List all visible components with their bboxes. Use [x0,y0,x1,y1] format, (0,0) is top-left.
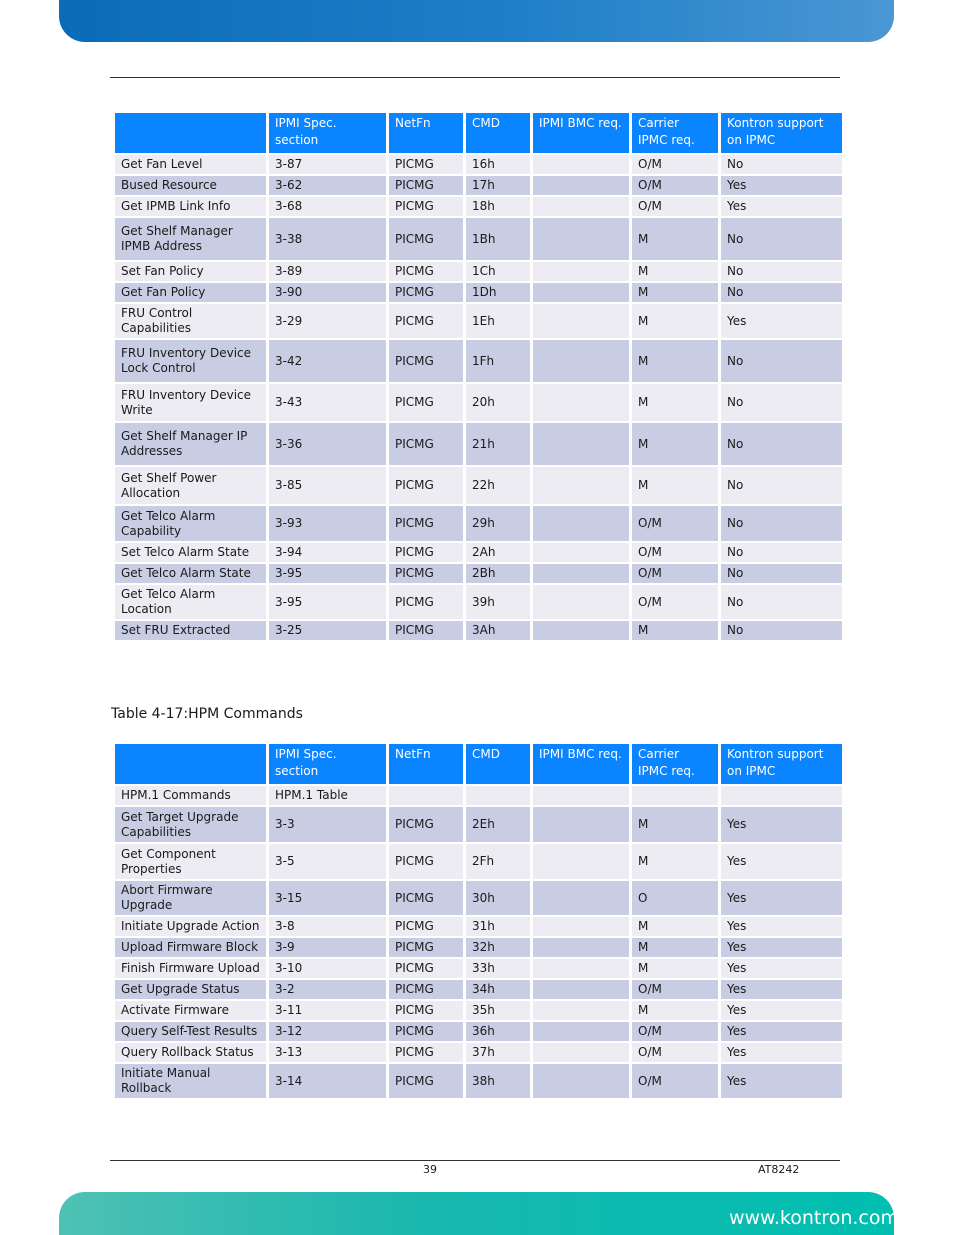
table-header-row [115,744,842,784]
cell-bmc-req [533,304,629,338]
cell-kontron-support: No [721,155,842,174]
table-row [115,1043,842,1062]
cell-kontron-support: Yes [721,917,842,936]
cell-netfn: PICMG [389,1001,463,1020]
cell-carrier-ipmc-req: O/M [632,564,718,583]
table-row [115,959,842,978]
cell-command-name: FRU Control Capabilities [115,304,266,338]
cell-cmd-code: 33h [466,959,530,978]
cell-cmd-code: 1Ch [466,262,530,281]
column-header-carrier-ipmc-req: Carrier IPMC req. [632,744,718,784]
cell-kontron-support: Yes [721,844,842,879]
cell-kontron-support [721,786,842,805]
cell-carrier-ipmc-req: O/M [632,1043,718,1062]
cell-netfn: PICMG [389,585,463,619]
cell-bmc-req [533,807,629,842]
cell-bmc-req [533,881,629,915]
column-header-command-name [115,744,266,784]
header-rule [110,77,840,78]
cell-cmd-code: 32h [466,938,530,957]
table-row [115,621,842,640]
table-row [115,155,842,174]
document-id: AT8242 [758,1163,800,1176]
cell-spec-section: 3-2 [269,980,386,999]
cell-spec-section: 3-87 [269,155,386,174]
cell-carrier-ipmc-req: O/M [632,197,718,216]
cell-command-name: HPM.1 Commands [115,786,266,805]
column-header-bmc-req: IPMI BMC req. [533,744,629,784]
cell-kontron-support: No [721,384,842,421]
cell-bmc-req [533,176,629,195]
cell-bmc-req [533,1001,629,1020]
table-row [115,564,842,583]
cell-kontron-support: Yes [721,1022,842,1041]
picmg-commands-table [112,111,845,642]
cell-netfn: PICMG [389,980,463,999]
cell-carrier-ipmc-req: O/M [632,176,718,195]
cell-cmd-code: 35h [466,1001,530,1020]
cell-bmc-req [533,980,629,999]
cell-netfn: PICMG [389,283,463,302]
table-row [115,506,842,541]
cell-kontron-support: Yes [721,176,842,195]
cell-bmc-req [533,262,629,281]
cell-bmc-req [533,959,629,978]
cell-carrier-ipmc-req: M [632,1001,718,1020]
cell-command-name: Get Target Upgrade Capabilities [115,807,266,842]
cell-netfn: PICMG [389,423,463,465]
cell-carrier-ipmc-req: M [632,844,718,879]
cell-carrier-ipmc-req: O/M [632,1022,718,1041]
cell-bmc-req [533,621,629,640]
cell-kontron-support: No [721,585,842,619]
cell-command-name: Set Telco Alarm State [115,543,266,562]
table-row [115,262,842,281]
cell-command-name: Activate Firmware [115,1001,266,1020]
cell-command-name: Get Shelf Power Allocation [115,467,266,504]
table-row [115,340,842,382]
column-header-bmc-req: IPMI BMC req. [533,113,629,153]
cell-bmc-req [533,283,629,302]
cell-bmc-req [533,917,629,936]
cell-spec-section: 3-29 [269,304,386,338]
cell-command-name: Get Fan Policy [115,283,266,302]
table-row [115,384,842,421]
cell-carrier-ipmc-req: O/M [632,585,718,619]
footer-rule [110,1160,840,1161]
cell-command-name: Get Telco Alarm Location [115,585,266,619]
cell-netfn: PICMG [389,176,463,195]
table-row [115,938,842,957]
table-row [115,1001,842,1020]
cell-bmc-req [533,1043,629,1062]
cell-spec-section: 3-85 [269,467,386,504]
cell-command-name: Set FRU Extracted [115,621,266,640]
cell-carrier-ipmc-req: M [632,218,718,260]
cell-kontron-support: No [721,543,842,562]
cell-netfn: PICMG [389,959,463,978]
cell-kontron-support: Yes [721,959,842,978]
page-number: 39 [423,1163,437,1176]
cell-cmd-code: 17h [466,176,530,195]
cell-netfn: PICMG [389,304,463,338]
cell-bmc-req [533,218,629,260]
cell-netfn: PICMG [389,844,463,879]
cell-cmd-code: 16h [466,155,530,174]
cell-command-name: Get IPMB Link Info [115,197,266,216]
cell-kontron-support: No [721,564,842,583]
cell-spec-section: 3-14 [269,1064,386,1098]
cell-command-name: Query Self-Test Results [115,1022,266,1041]
cell-kontron-support: Yes [721,1064,842,1098]
cell-kontron-support: Yes [721,980,842,999]
cell-bmc-req [533,1064,629,1098]
cell-bmc-req [533,340,629,382]
cell-bmc-req [533,197,629,216]
column-header-kontron-support: Kontron support on IPMC [721,113,842,153]
cell-bmc-req [533,506,629,541]
cell-command-name: Get Telco Alarm State [115,564,266,583]
table-row [115,844,842,879]
table-row [115,176,842,195]
cell-bmc-req [533,564,629,583]
cell-spec-section: HPM.1 Table [269,786,386,805]
table-row [115,197,842,216]
column-header-netfn: NetFn [389,113,463,153]
cell-netfn: PICMG [389,340,463,382]
cell-cmd-code: 3Ah [466,621,530,640]
table-header-row [115,113,842,153]
cell-command-name: Get Telco Alarm Capability [115,506,266,541]
cell-kontron-support: No [721,283,842,302]
table-row [115,585,842,619]
cell-cmd-code: 29h [466,506,530,541]
cell-kontron-support: Yes [721,1043,842,1062]
cell-kontron-support: Yes [721,881,842,915]
cell-netfn: PICMG [389,262,463,281]
cell-spec-section: 3-95 [269,564,386,583]
cell-cmd-code: 37h [466,1043,530,1062]
cell-spec-section: 3-94 [269,543,386,562]
table-row [115,1064,842,1098]
cell-spec-section: 3-12 [269,1022,386,1041]
cell-cmd-code: 1Bh [466,218,530,260]
cell-kontron-support: No [721,506,842,541]
cell-carrier-ipmc-req: O/M [632,543,718,562]
cell-netfn: PICMG [389,506,463,541]
cell-carrier-ipmc-req: M [632,262,718,281]
cell-carrier-ipmc-req: M [632,283,718,302]
column-header-spec-section: IPMI Spec. section [269,113,386,153]
cell-carrier-ipmc-req: O/M [632,1064,718,1098]
cell-cmd-code: 38h [466,1064,530,1098]
cell-netfn: PICMG [389,807,463,842]
table-row [115,283,842,302]
cell-spec-section: 3-10 [269,959,386,978]
cell-kontron-support: No [721,621,842,640]
cell-command-name: Get Fan Level [115,155,266,174]
cell-carrier-ipmc-req: M [632,384,718,421]
table-row [115,1022,842,1041]
cell-bmc-req [533,423,629,465]
cell-spec-section: 3-95 [269,585,386,619]
cell-spec-section: 3-68 [269,197,386,216]
cell-netfn: PICMG [389,467,463,504]
cell-carrier-ipmc-req: M [632,621,718,640]
column-header-command-name [115,113,266,153]
cell-cmd-code: 31h [466,917,530,936]
cell-command-name: Abort Firmware Upgrade [115,881,266,915]
cell-carrier-ipmc-req: M [632,959,718,978]
cell-kontron-support: No [721,262,842,281]
cell-bmc-req [533,1022,629,1041]
cell-spec-section: 3-8 [269,917,386,936]
cell-spec-section: 3-3 [269,807,386,842]
column-header-carrier-ipmc-req: Carrier IPMC req. [632,113,718,153]
table-row [115,917,842,936]
column-header-kontron-support: Kontron support on IPMC [721,744,842,784]
table-row [115,467,842,504]
cell-command-name: Bused Resource [115,176,266,195]
cell-cmd-code: 20h [466,384,530,421]
cell-kontron-support: No [721,340,842,382]
cell-spec-section: 3-62 [269,176,386,195]
table-row [115,807,842,842]
table-row [115,218,842,260]
table-row [115,423,842,465]
column-header-cmd-code: CMD [466,744,530,784]
cell-command-name: Get Upgrade Status [115,980,266,999]
cell-spec-section: 3-15 [269,881,386,915]
cell-carrier-ipmc-req: O/M [632,155,718,174]
cell-netfn: PICMG [389,543,463,562]
cell-spec-section: 3-93 [269,506,386,541]
cell-command-name: Finish Firmware Upload [115,959,266,978]
cell-carrier-ipmc-req: M [632,304,718,338]
cell-netfn: PICMG [389,564,463,583]
cell-command-name: Upload Firmware Block [115,938,266,957]
cell-bmc-req [533,155,629,174]
column-header-spec-section: IPMI Spec. section [269,744,386,784]
cell-kontron-support: Yes [721,938,842,957]
cell-spec-section: 3-90 [269,283,386,302]
cell-kontron-support: Yes [721,807,842,842]
cell-carrier-ipmc-req: O [632,881,718,915]
table-caption: Table 4-17:HPM Commands [111,706,303,722]
website-url[interactable]: www.kontron.com [728,1207,899,1229]
cell-command-name: FRU Inventory Device Lock Control [115,340,266,382]
cell-spec-section: 3-9 [269,938,386,957]
cell-kontron-support: No [721,423,842,465]
cell-netfn: PICMG [389,1064,463,1098]
cell-netfn: PICMG [389,197,463,216]
cell-spec-section: 3-25 [269,621,386,640]
cell-cmd-code: 30h [466,881,530,915]
cell-kontron-support: No [721,467,842,504]
column-header-netfn: NetFn [389,744,463,784]
cell-bmc-req [533,786,629,805]
cell-spec-section: 3-42 [269,340,386,382]
cell-cmd-code: 36h [466,1022,530,1041]
cell-spec-section: 3-89 [269,262,386,281]
cell-spec-section: 3-11 [269,1001,386,1020]
cell-bmc-req [533,844,629,879]
column-header-cmd-code: CMD [466,113,530,153]
cell-command-name: Query Rollback Status [115,1043,266,1062]
cell-cmd-code: 1Eh [466,304,530,338]
cell-kontron-support: Yes [721,197,842,216]
cell-netfn: PICMG [389,917,463,936]
cell-carrier-ipmc-req: M [632,938,718,957]
cell-netfn: PICMG [389,384,463,421]
cell-bmc-req [533,467,629,504]
cell-carrier-ipmc-req: O/M [632,506,718,541]
cell-cmd-code: 1Fh [466,340,530,382]
cell-spec-section: 3-13 [269,1043,386,1062]
cell-cmd-code [466,786,530,805]
cell-spec-section: 3-43 [269,384,386,421]
cell-bmc-req [533,938,629,957]
cell-bmc-req [533,585,629,619]
cell-command-name: Get Shelf Manager IP Addresses [115,423,266,465]
cell-cmd-code: 1Dh [466,283,530,302]
cell-netfn: PICMG [389,938,463,957]
cell-carrier-ipmc-req: M [632,423,718,465]
cell-carrier-ipmc-req: M [632,340,718,382]
table-row [115,786,842,805]
cell-spec-section: 3-38 [269,218,386,260]
cell-command-name: Get Component Properties [115,844,266,879]
cell-carrier-ipmc-req: M [632,467,718,504]
cell-cmd-code: 2Ah [466,543,530,562]
cell-command-name: Initiate Upgrade Action [115,917,266,936]
table-row [115,881,842,915]
cell-command-name: Get Shelf Manager IPMB Address [115,218,266,260]
cell-netfn: PICMG [389,155,463,174]
cell-carrier-ipmc-req: M [632,807,718,842]
cell-carrier-ipmc-req: M [632,917,718,936]
cell-netfn: PICMG [389,881,463,915]
cell-bmc-req [533,384,629,421]
cell-netfn: PICMG [389,218,463,260]
cell-command-name: Initiate Manual Rollback [115,1064,266,1098]
cell-netfn: PICMG [389,1022,463,1041]
table-row [115,304,842,338]
table-row [115,980,842,999]
cell-carrier-ipmc-req: O/M [632,980,718,999]
cell-spec-section: 3-5 [269,844,386,879]
cell-cmd-code: 2Eh [466,807,530,842]
cell-spec-section: 3-36 [269,423,386,465]
cell-netfn [389,786,463,805]
cell-bmc-req [533,543,629,562]
cell-carrier-ipmc-req [632,786,718,805]
hpm-commands-table [112,742,845,1100]
cell-command-name: FRU Inventory Device Write [115,384,266,421]
cell-cmd-code: 2Bh [466,564,530,583]
top-banner [59,0,894,42]
cell-netfn: PICMG [389,621,463,640]
cell-kontron-support: No [721,218,842,260]
cell-kontron-support: Yes [721,1001,842,1020]
cell-cmd-code: 34h [466,980,530,999]
cell-cmd-code: 2Fh [466,844,530,879]
cell-cmd-code: 22h [466,467,530,504]
cell-cmd-code: 21h [466,423,530,465]
cell-netfn: PICMG [389,1043,463,1062]
cell-kontron-support: Yes [721,304,842,338]
cell-cmd-code: 18h [466,197,530,216]
cell-command-name: Set Fan Policy [115,262,266,281]
cell-cmd-code: 39h [466,585,530,619]
table-row [115,543,842,562]
